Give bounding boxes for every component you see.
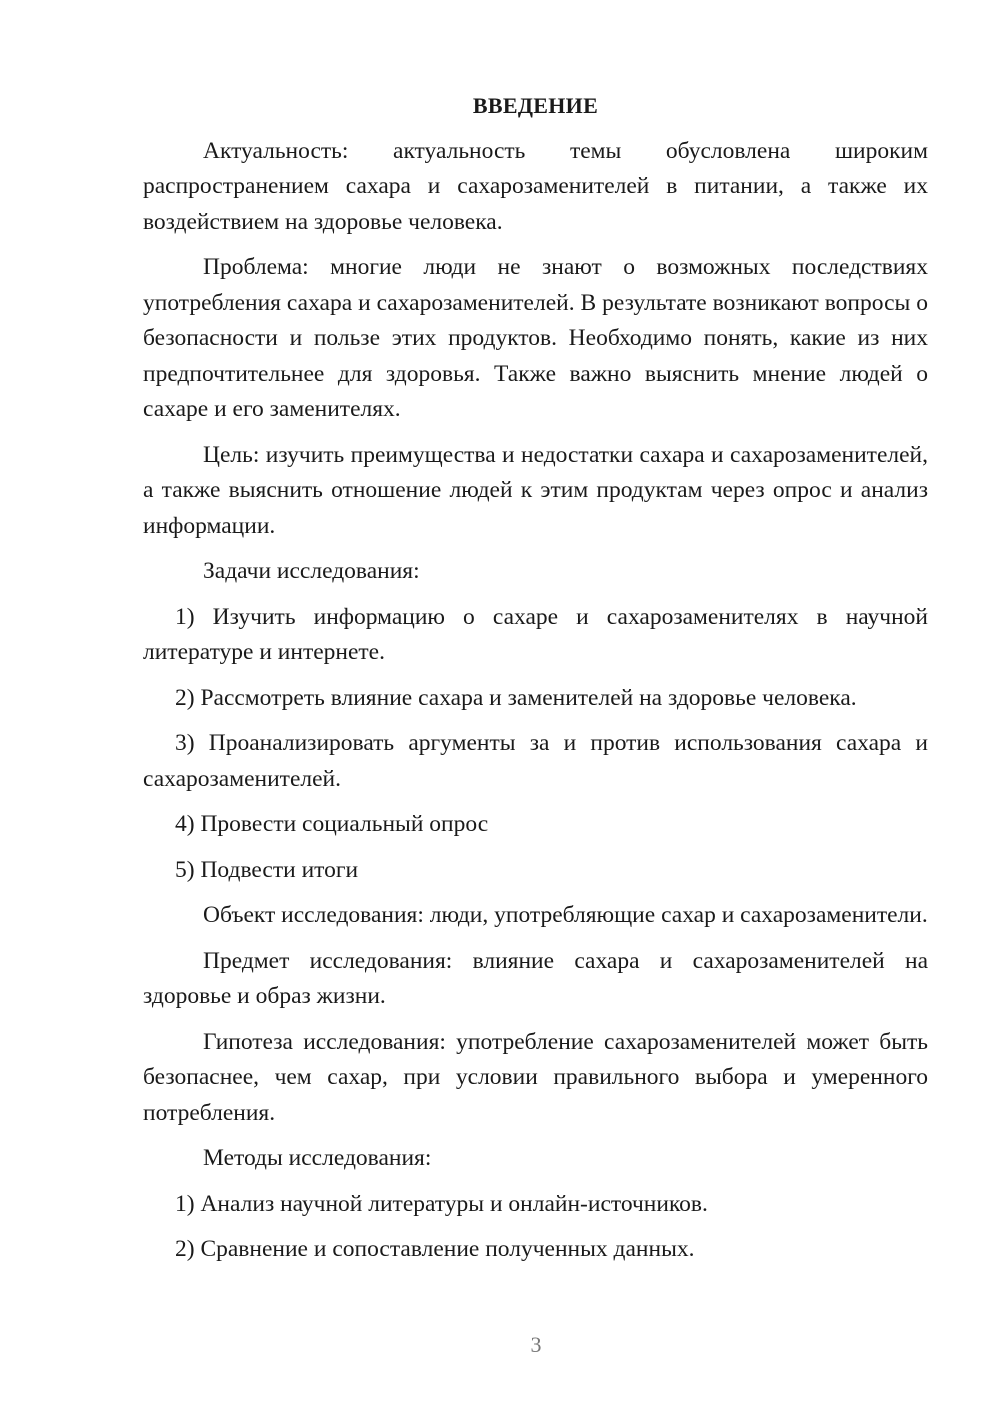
method-item-2: 2) Сравнение и сопоставление полученных данных. xyxy=(175,1236,695,1262)
page-number: 3 xyxy=(530,1332,542,1357)
tasks-heading: Задачи исследования: xyxy=(203,558,420,584)
task-item-4: 4) Провести социальный опрос xyxy=(175,811,489,837)
goal-paragraph: Цель: изучить преимущества и недостатки сахара и сахарозаменителей, а также выяснить отношение людей к этим продуктам через опрос и анализ информации. xyxy=(143,441,928,539)
relevance-paragraph: Актуальность: актуальность темы обусловлена широким распространением сахара и сахарозаменителей в питании, а также их воздействием на здоровье человека. xyxy=(143,137,928,235)
problem-paragraph: Проблема: многие люди не знают о возможных последствиях употребления сахара и сахарозаменителей. В результате возникают вопросы о безопасности и пользе этих продуктов. Необходимо понять, какие из них предпочтительнее для здоровья. Также важно выяснить мнение людей о сахаре и его заменителях. xyxy=(143,254,928,422)
object-paragraph: Объект исследования: люди, употребляющие сахар и сахарозаменители. xyxy=(203,902,928,928)
task-item-2: 2) Рассмотреть влияние сахара и заменителей на здоровье человека. xyxy=(175,684,857,711)
methods-heading: Методы исследования: xyxy=(203,1145,432,1171)
task-item-5: 5) Подвести итоги xyxy=(175,856,359,883)
hypothesis-paragraph: Гипотеза исследования: употребление сахарозаменителей может быть безопаснее, чем сахар, при условии правильного выбора и умеренного потребления. xyxy=(143,1028,928,1126)
subject-paragraph: Предмет исследования: влияние сахара и сахарозаменителей на здоровье и образ жизни. xyxy=(143,947,928,1009)
task-item-1: 1) Изучить информацию о сахаре и сахарозаменителях в научной литературе и интернете. xyxy=(143,603,928,665)
task-item-3: 3) Проанализировать аргументы за и против использования сахара и сахарозаменителей. xyxy=(143,730,928,792)
section-title: ВВЕДЕНИЕ xyxy=(472,93,599,118)
page-content xyxy=(143,88,928,1278)
method-item-1: 1) Анализ научной литературы и онлайн-источников. xyxy=(175,1190,708,1217)
